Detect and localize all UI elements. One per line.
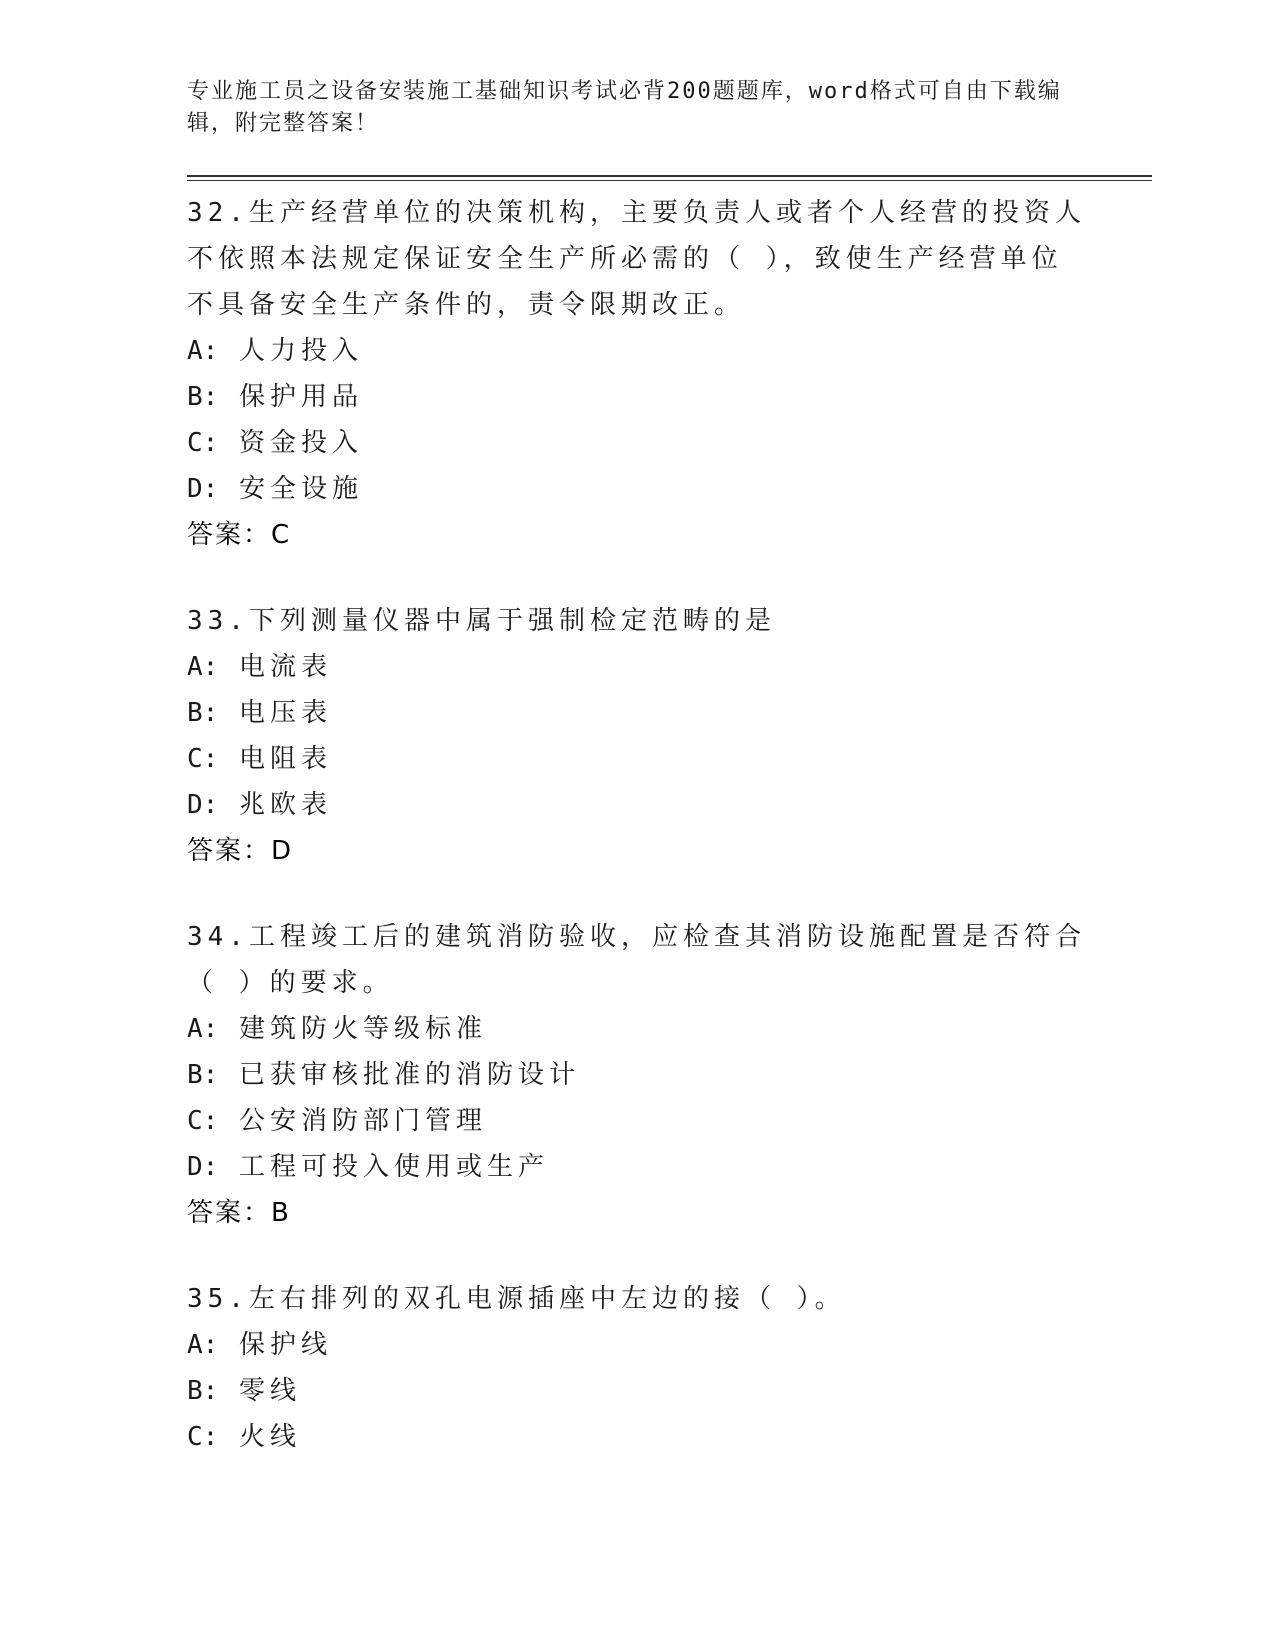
question-text: 32.生产经营单位的决策机构，主要负责人或者个人经营的投资人不依照本法规定保证安全生产所必需的（ ），致使生产经营单位不具备安全生产条件的，责令限期改正。 xyxy=(187,198,1086,320)
option-text: 公安消防部门管理 xyxy=(238,1106,487,1136)
question-35 xyxy=(187,1276,1087,1460)
option-b xyxy=(187,1052,1087,1098)
option-a xyxy=(187,644,1087,690)
option-d xyxy=(187,1144,1087,1190)
option-letter: A: xyxy=(187,336,219,366)
option-text: 安全设施 xyxy=(238,474,363,504)
option-c xyxy=(187,1098,1087,1144)
answer-label: 答案：D xyxy=(187,836,294,866)
option-letter: B: xyxy=(187,382,219,412)
option-b xyxy=(187,374,1087,420)
option-text: 已获审核批准的消防设计 xyxy=(238,1060,580,1090)
question-text: 33.下列测量仪器中属于强制检定范畴的是 xyxy=(187,606,776,636)
option-letter: C: xyxy=(187,428,219,458)
option-letter: C: xyxy=(187,744,219,774)
option-b xyxy=(187,1368,1087,1414)
document-header: 专业施工员之设备安装施工基础知识考试必背200题题库，word格式可自由下载编辑，附完整答案！ xyxy=(187,79,1062,136)
question-text: 35.左右排列的双孔电源插座中左边的接（ ）。 xyxy=(187,1284,846,1314)
question-34 xyxy=(187,914,1087,1236)
answer-label: 答案：B xyxy=(187,1198,291,1228)
option-c xyxy=(187,736,1087,782)
option-letter: B: xyxy=(187,698,219,728)
option-letter: A: xyxy=(187,652,219,682)
question-list xyxy=(187,190,1087,1500)
question-text: 34.工程竣工后的建筑消防验收，应检查其消防设施配置是否符合（ ）的要求。 xyxy=(187,922,1086,998)
option-a xyxy=(187,1006,1087,1052)
option-c xyxy=(187,1414,1087,1460)
answer-label: 答案：C xyxy=(187,520,292,550)
option-letter: A: xyxy=(187,1014,219,1044)
option-text: 工程可投入使用或生产 xyxy=(238,1152,549,1182)
option-d xyxy=(187,466,1087,512)
option-letter: D: xyxy=(187,790,219,820)
option-text: 电流表 xyxy=(238,652,332,682)
question-32 xyxy=(187,190,1087,558)
option-text: 资金投入 xyxy=(238,428,363,458)
option-text: 电阻表 xyxy=(238,744,332,774)
option-letter: B: xyxy=(187,1060,219,1090)
option-text: 保护线 xyxy=(238,1330,332,1360)
option-letter: B: xyxy=(187,1376,219,1406)
option-letter: C: xyxy=(187,1422,219,1452)
option-text: 电压表 xyxy=(238,698,332,728)
option-text: 火线 xyxy=(238,1422,301,1452)
option-letter: D: xyxy=(187,1152,219,1182)
option-letter: D: xyxy=(187,474,219,504)
header-divider-thin xyxy=(187,180,1152,181)
option-letter: A: xyxy=(187,1330,219,1360)
option-d xyxy=(187,782,1087,828)
option-text: 兆欧表 xyxy=(238,790,332,820)
option-a xyxy=(187,1322,1087,1368)
option-letter: C: xyxy=(187,1106,219,1136)
option-b xyxy=(187,690,1087,736)
question-33 xyxy=(187,598,1087,874)
header-divider xyxy=(187,175,1152,177)
option-a xyxy=(187,328,1087,374)
option-text: 零线 xyxy=(238,1376,301,1406)
option-text: 建筑防火等级标准 xyxy=(238,1014,487,1044)
option-c xyxy=(187,420,1087,466)
option-text: 人力投入 xyxy=(238,336,363,366)
option-text: 保护用品 xyxy=(238,382,363,412)
